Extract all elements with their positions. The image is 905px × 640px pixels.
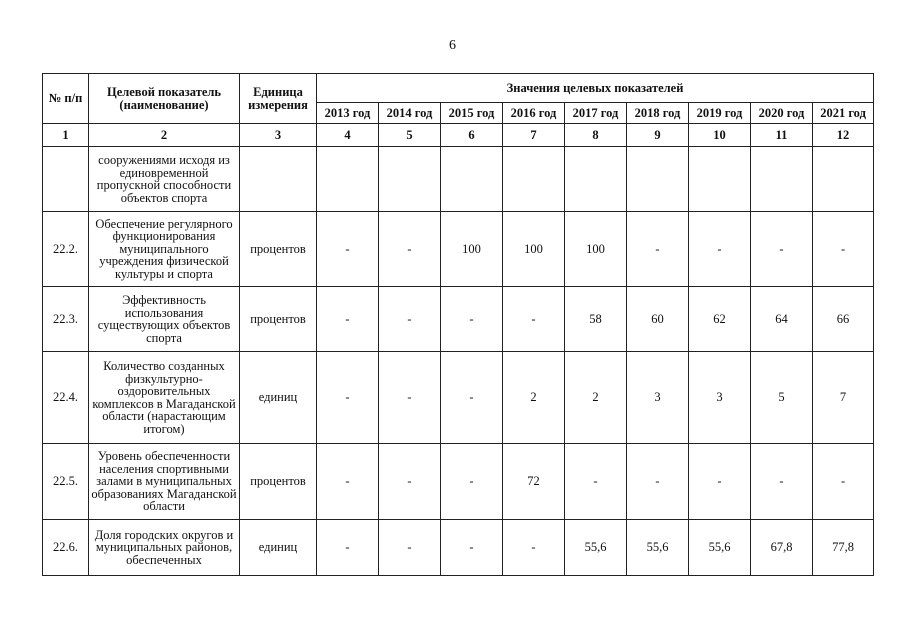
unit-cell: процентов (240, 287, 317, 352)
value-cell: 100 (441, 212, 503, 287)
value-cell: - (317, 444, 379, 520)
value-cell: 2 (503, 352, 565, 444)
row-number: 22.2. (43, 212, 89, 287)
indicator-name: Уровень обеспеченности населения спортивными залами в муниципальных образованиях Магаданской области (89, 444, 240, 520)
value-cell: - (689, 212, 751, 287)
value-cell: - (441, 444, 503, 520)
header-year: 2014 год (379, 103, 441, 124)
row-number: 22.4. (43, 352, 89, 444)
page-number: 6 (449, 38, 456, 53)
table-row (43, 287, 874, 352)
value-cell (441, 147, 503, 212)
value-cell: - (813, 212, 874, 287)
value-cell: - (751, 444, 813, 520)
value-cell: - (751, 212, 813, 287)
value-cell: - (813, 444, 874, 520)
indicator-name: Эффективность использования существующих объектов спорта (89, 287, 240, 352)
value-cell (317, 147, 379, 212)
value-cell: 2 (565, 352, 627, 444)
value-cell: - (689, 444, 751, 520)
value-cell: 60 (627, 287, 689, 352)
value-cell: 72 (503, 444, 565, 520)
value-cell: - (565, 444, 627, 520)
header-year: 2018 год (627, 103, 689, 124)
column-number: 5 (379, 124, 441, 147)
header-indicator: Целевой показатель (наименование) (89, 74, 240, 124)
value-cell: - (379, 352, 441, 444)
value-cell: 66 (813, 287, 874, 352)
header-num: № п/п (43, 74, 89, 124)
value-cell: - (441, 287, 503, 352)
header-year: 2020 год (751, 103, 813, 124)
table-row (43, 352, 874, 444)
header-year: 2017 год (565, 103, 627, 124)
value-cell: - (503, 520, 565, 576)
value-cell: - (441, 352, 503, 444)
row-number: 22.3. (43, 287, 89, 352)
table-row (43, 520, 874, 576)
column-number: 7 (503, 124, 565, 147)
row-number: 22.6. (43, 520, 89, 576)
unit-cell: процентов (240, 444, 317, 520)
unit-cell: процентов (240, 212, 317, 287)
header-unit: Единица измерения (240, 74, 317, 124)
header-year: 2013 год (317, 103, 379, 124)
target-indicators-table (42, 73, 874, 576)
column-number: 4 (317, 124, 379, 147)
value-cell: - (441, 520, 503, 576)
column-number: 6 (441, 124, 503, 147)
value-cell: 64 (751, 287, 813, 352)
value-cell: 100 (503, 212, 565, 287)
value-cell: 100 (565, 212, 627, 287)
value-cell: 77,8 (813, 520, 874, 576)
value-cell: - (627, 444, 689, 520)
unit-cell: единиц (240, 352, 317, 444)
indicator-name: Доля городских округов и муниципальных районов, обеспеченных (89, 520, 240, 576)
header-year: 2016 год (503, 103, 565, 124)
value-cell (627, 147, 689, 212)
value-cell: - (317, 520, 379, 576)
value-cell: 58 (565, 287, 627, 352)
unit-cell (240, 147, 317, 212)
table-row (43, 444, 874, 520)
column-number: 8 (565, 124, 627, 147)
value-cell: 55,6 (627, 520, 689, 576)
value-cell: - (503, 287, 565, 352)
indicator-name: сооружениями исходя из единовременной пропускной способности объектов спорта (89, 147, 240, 212)
value-cell: - (627, 212, 689, 287)
value-cell (565, 147, 627, 212)
table-row (43, 212, 874, 287)
header-year: 2021 год (813, 103, 874, 124)
column-number: 10 (689, 124, 751, 147)
value-cell: - (317, 287, 379, 352)
value-cell: - (379, 212, 441, 287)
indicator-name: Обеспечение регулярного функционирования муниципального учреждения физической культуры и спорта (89, 212, 240, 287)
value-cell: 7 (813, 352, 874, 444)
value-cell: 67,8 (751, 520, 813, 576)
value-cell (813, 147, 874, 212)
value-cell: 3 (627, 352, 689, 444)
value-cell: 55,6 (565, 520, 627, 576)
column-number: 1 (43, 124, 89, 147)
header-year: 2019 год (689, 103, 751, 124)
table-header (43, 74, 874, 147)
unit-cell: единиц (240, 520, 317, 576)
column-number: 2 (89, 124, 240, 147)
header-year: 2015 год (441, 103, 503, 124)
table-body (43, 147, 874, 576)
value-cell: 55,6 (689, 520, 751, 576)
value-cell (689, 147, 751, 212)
value-cell: 3 (689, 352, 751, 444)
column-number: 3 (240, 124, 317, 147)
column-number: 11 (751, 124, 813, 147)
value-cell: 62 (689, 287, 751, 352)
value-cell (751, 147, 813, 212)
row-number (43, 147, 89, 212)
row-number: 22.5. (43, 444, 89, 520)
value-cell: - (379, 520, 441, 576)
column-number: 12 (813, 124, 874, 147)
value-cell: - (317, 212, 379, 287)
value-cell: - (379, 287, 441, 352)
value-cell (379, 147, 441, 212)
value-cell (503, 147, 565, 212)
table-row (43, 147, 874, 212)
header-values-group: Значения целевых показателей (317, 74, 874, 103)
value-cell: - (317, 352, 379, 444)
value-cell: 5 (751, 352, 813, 444)
value-cell: - (379, 444, 441, 520)
column-number: 9 (627, 124, 689, 147)
indicator-name: Количество созданных физкультурно-оздоровительных комплексов в Магаданской области (нарастающим итогом) (89, 352, 240, 444)
